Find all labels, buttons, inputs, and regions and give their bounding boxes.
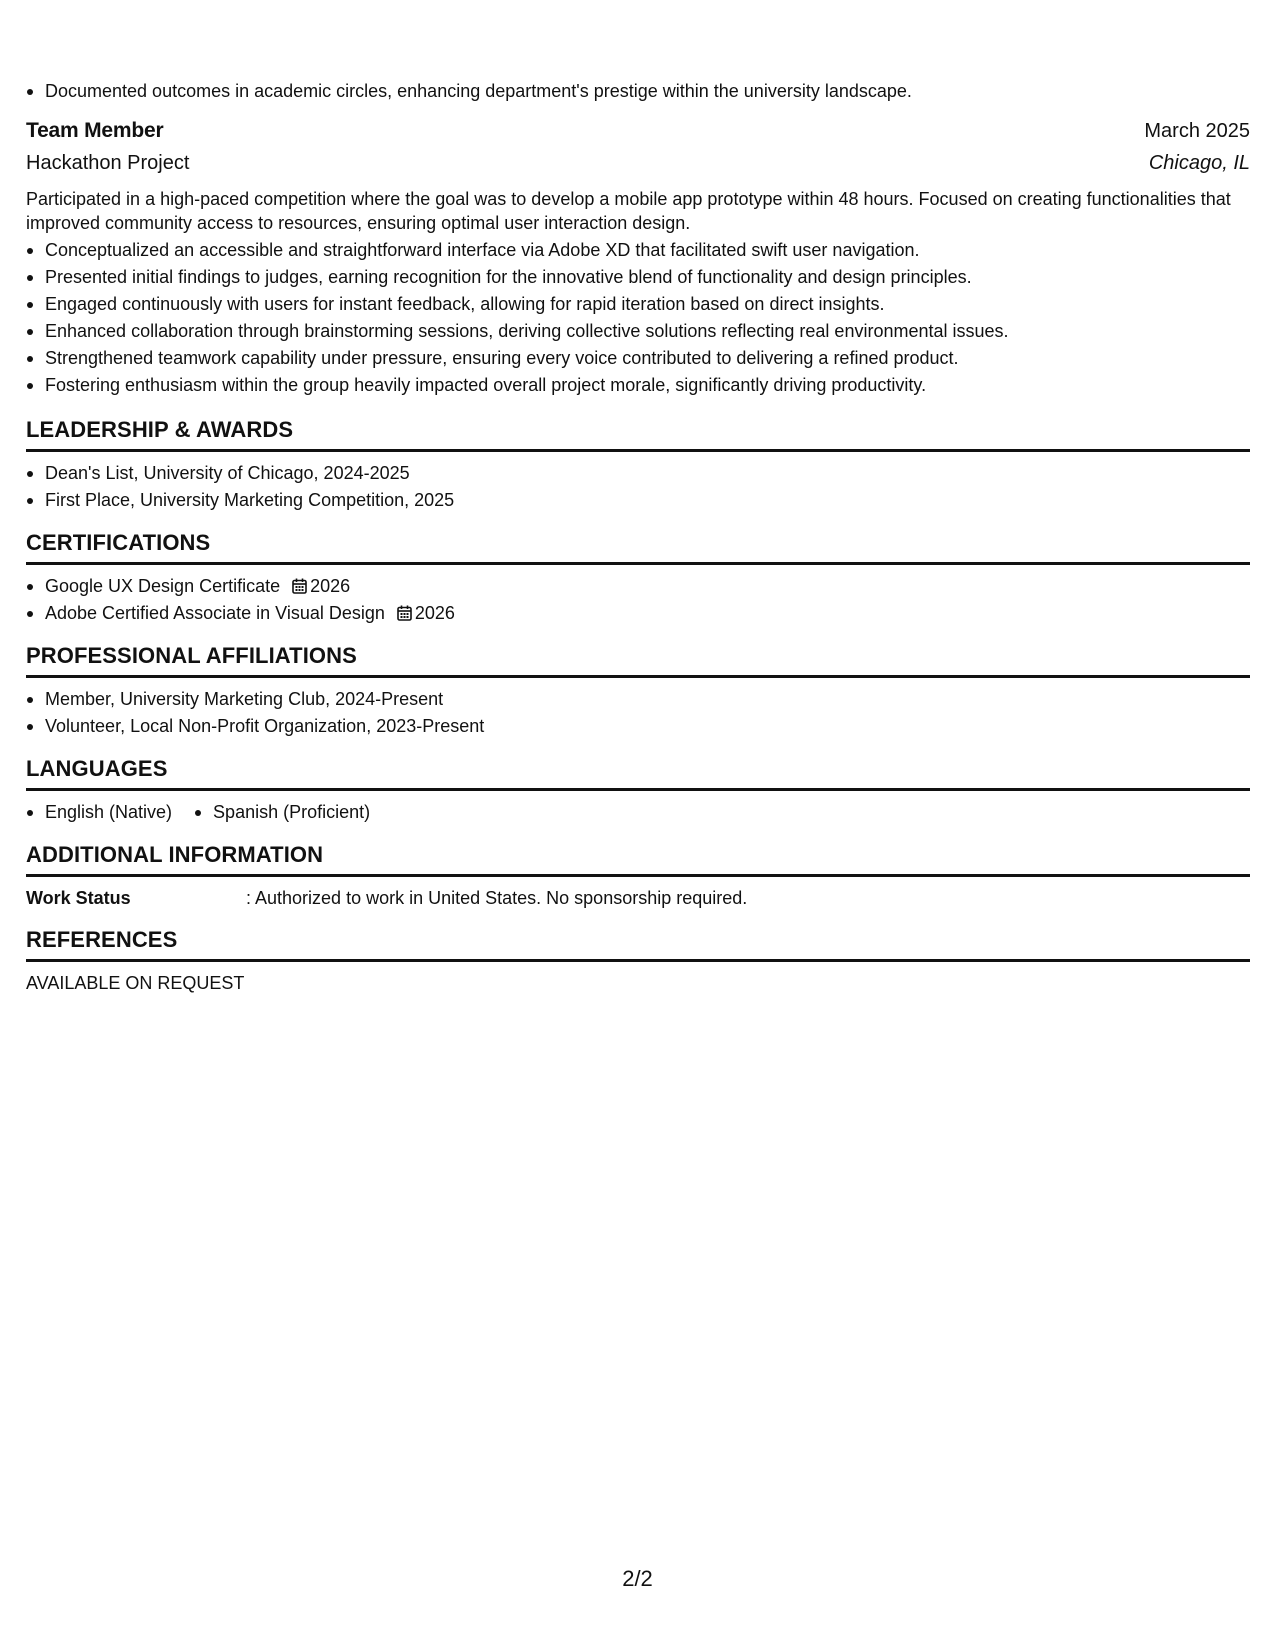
list-item: Documented outcomes in academic circles, enhancing department's prestige within the university landscape.	[26, 78, 1250, 105]
section-title: LANGUAGES	[26, 754, 1250, 791]
list-item: Enhanced collaboration through brainstorming sessions, deriving collective solutions reflecting real environmental issues.	[26, 318, 1250, 345]
section-title: ADDITIONAL INFORMATION	[26, 840, 1250, 877]
list-item: English (Native)	[26, 799, 172, 826]
list-item: Volunteer, Local Non-Profit Organization, 2023-Present	[26, 713, 1250, 740]
entry-subheader	[26, 147, 1250, 179]
entry-bullets	[26, 237, 1250, 399]
certification-year: 2026	[414, 603, 455, 623]
calendar-icon	[397, 605, 412, 621]
list-item	[26, 600, 1250, 627]
additional-info-section	[26, 840, 1250, 911]
leadership-section	[26, 415, 1250, 514]
resume-page	[26, 78, 1250, 996]
page-number: 2/2	[622, 1566, 653, 1591]
references-text: AVAILABLE ON REQUEST	[26, 973, 245, 993]
section-title: PROFESSIONAL AFFILIATIONS	[26, 641, 1250, 678]
leadership-list	[26, 460, 1250, 514]
entry-header	[26, 115, 1250, 147]
section-title: REFERENCES	[26, 925, 1250, 962]
list-item	[26, 573, 1250, 600]
list-item: Strengthened teamwork capability under pressure, ensuring every voice contributed to delivering a refined product.	[26, 345, 1250, 372]
list-item: Member, University Marketing Club, 2024-Present	[26, 686, 1250, 713]
certification-name: Adobe Certified Associate in Visual Design	[45, 603, 385, 623]
list-item: Dean's List, University of Chicago, 2024-2025	[26, 460, 1250, 487]
certification-year: 2026	[310, 576, 351, 596]
certifications-list	[26, 573, 1250, 627]
entry-title: Team Member	[26, 119, 164, 142]
list-item: First Place, University Marketing Competition, 2025	[26, 487, 1250, 514]
certification-name: Google UX Design Certificate	[45, 576, 281, 596]
info-value: : Authorized to work in United States. No sponsorship required.	[246, 888, 748, 908]
languages-section	[26, 754, 1250, 826]
list-item: Presented initial findings to judges, earning recognition for the innovative blend of functionality and design principles.	[26, 264, 1250, 291]
references-section	[26, 925, 1250, 996]
section-title: LEADERSHIP & AWARDS	[26, 415, 1250, 452]
languages-list	[26, 799, 1250, 826]
entry-description: Participated in a high-paced competition where the goal was to develop a mobile app prototype within 48 hours. Focused on creating functionalities that improved community access to resources, ensuring optimal user interaction design.	[26, 189, 1231, 233]
entry-organization: Hackathon Project	[26, 152, 190, 174]
list-item: Conceptualized an accessible and straightforward interface via Adobe XD that facilitated swift user navigation.	[26, 237, 1250, 264]
affiliations-section	[26, 641, 1250, 740]
entry-location: Chicago, IL	[1148, 152, 1250, 174]
info-key: Work Status	[26, 888, 131, 908]
experience-entry	[26, 115, 1250, 399]
affiliations-list	[26, 686, 1250, 740]
previous-entry-bullets	[26, 78, 1250, 105]
list-item: Engaged continuously with users for instant feedback, allowing for rapid iteration based on direct insights.	[26, 291, 1250, 318]
list-item: Spanish (Proficient)	[194, 799, 370, 826]
list-item: Fostering enthusiasm within the group heavily impacted overall project morale, significantly driving productivity.	[26, 372, 1250, 399]
certifications-section	[26, 528, 1250, 627]
section-title: CERTIFICATIONS	[26, 528, 1250, 565]
info-row	[26, 885, 1250, 911]
entry-date: March 2025	[1144, 120, 1250, 142]
calendar-icon	[292, 578, 307, 594]
